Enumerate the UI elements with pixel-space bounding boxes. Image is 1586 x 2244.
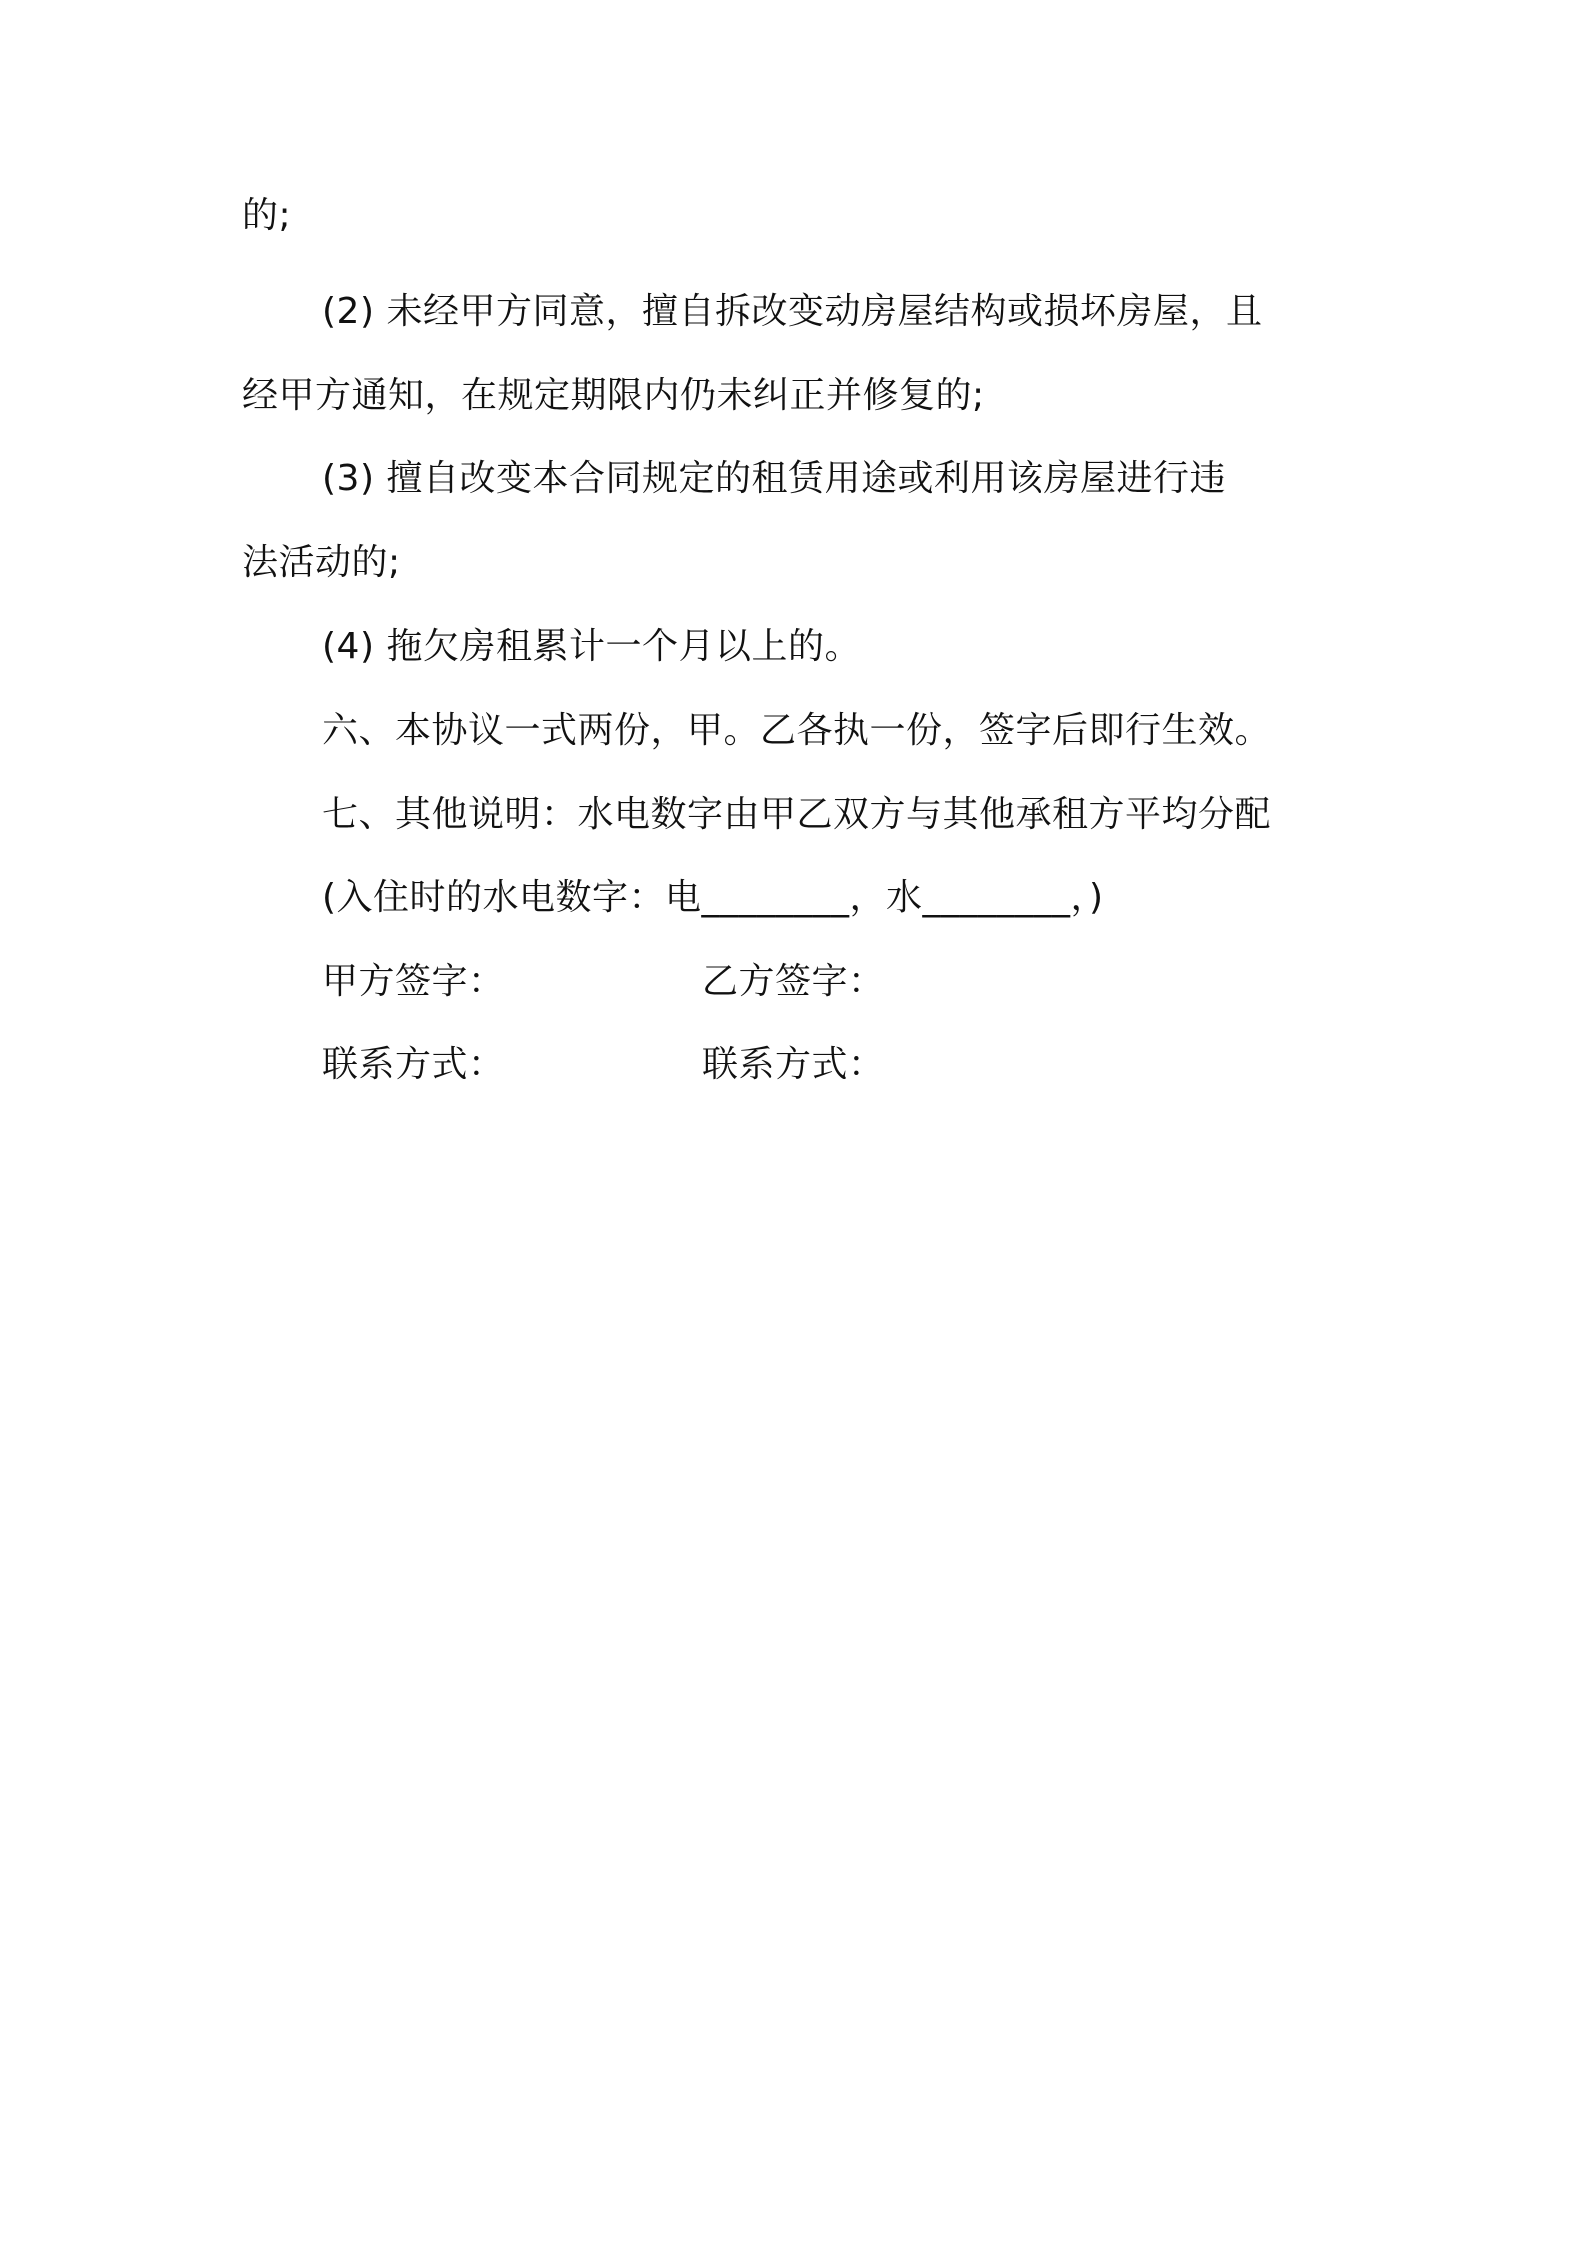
text-line-1: 的; — [242, 195, 292, 236]
text-line-8: 七、其他说明：水电数字由甲乙双方与其他承租方平均分配 — [322, 794, 1272, 835]
text-line-4: (3) 擅自改变本合同规定的租赁用途或利用该房屋进行违 — [322, 458, 1226, 499]
text-line-3: 经甲方通知，在规定期限内仍未纠正并修复的; — [242, 375, 985, 416]
text-line-2: (2) 未经甲方同意，擅自拆改变动房屋结构或损坏房屋，且 — [322, 291, 1263, 332]
party-a-signature-label: 甲方签字： — [322, 961, 505, 1002]
party-a-contact-label: 联系方式： — [322, 1044, 505, 1085]
text-line-7: 六、本协议一式两份，甲。乙各执一份，签字后即行生效。 — [322, 710, 1272, 751]
text-line-5: 法活动的; — [242, 542, 401, 583]
text-line-9: (入住时的水电数字：电________，水________，) — [322, 877, 1104, 918]
party-b-contact-label: 联系方式： — [702, 1044, 885, 1085]
party-b-signature-label: 乙方签字： — [702, 961, 885, 1002]
text-line-6: (4) 拖欠房租累计一个月以上的。 — [322, 626, 861, 667]
